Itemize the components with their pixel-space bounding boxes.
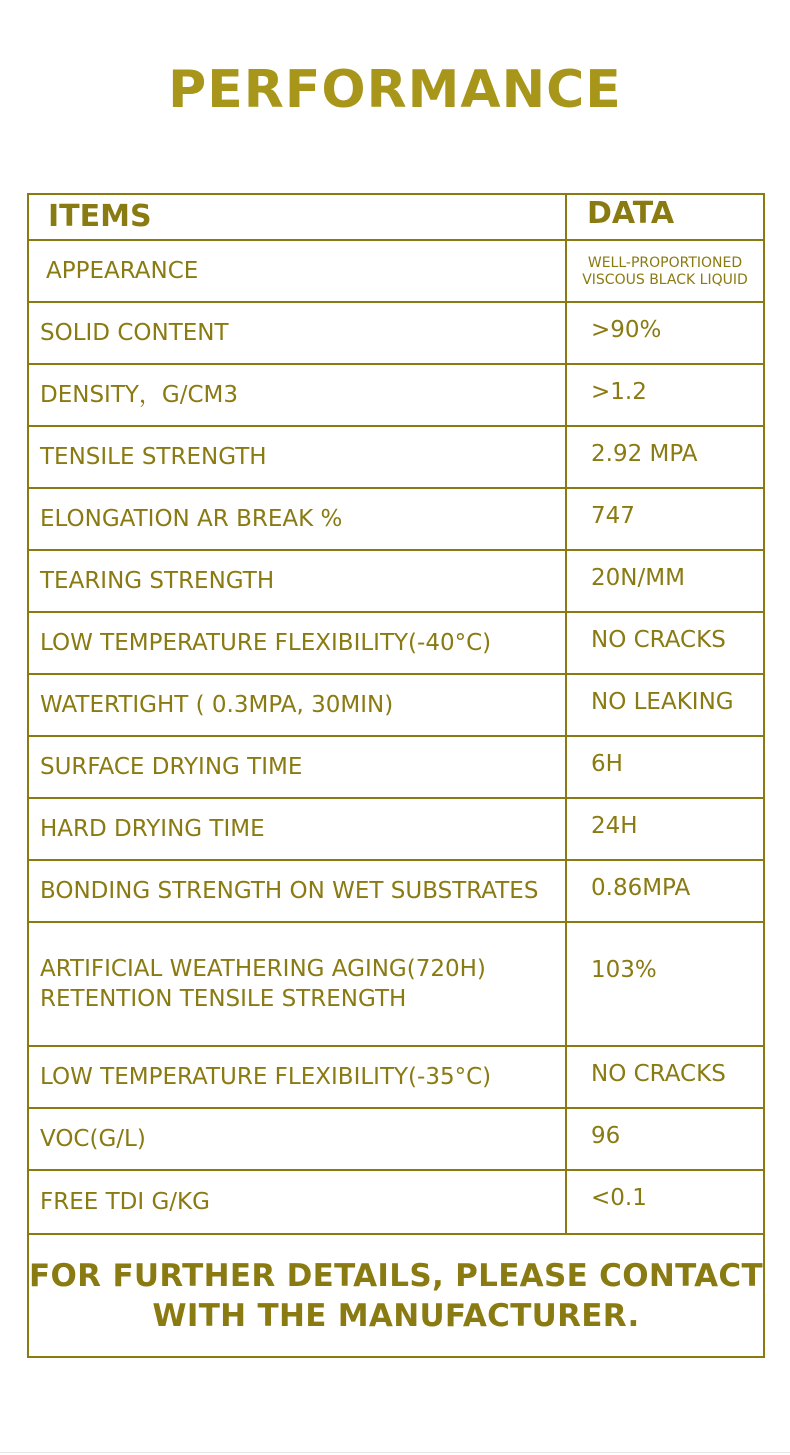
row-data: 747 xyxy=(591,503,635,529)
items-column-header: ITEMS xyxy=(29,195,567,239)
table-row xyxy=(29,675,763,737)
row-item: SURFACE DRYING TIME xyxy=(29,737,567,797)
contact-note-line2: WITH THE MANUFACTURER. xyxy=(152,1297,640,1334)
table-row-appearance xyxy=(29,241,763,303)
table-row-aging xyxy=(29,923,763,1047)
row-item: HARD DRYING TIME xyxy=(29,799,567,859)
row-data: 103% xyxy=(591,957,657,983)
table-row xyxy=(29,489,763,551)
appearance-data-line2: VISCOUS BLACK LIQUID xyxy=(582,272,748,288)
table-row xyxy=(29,1171,763,1235)
row-data xyxy=(567,241,763,301)
table-row xyxy=(29,737,763,799)
row-data: NO CRACKS xyxy=(591,1061,726,1087)
row-data: 6H xyxy=(591,751,623,777)
row-data: 0.86MPA xyxy=(591,875,691,901)
table-row xyxy=(29,861,763,923)
row-item: DENSITY，G/CM3 xyxy=(29,365,567,425)
table-row xyxy=(29,1047,763,1109)
table-row xyxy=(29,613,763,675)
appearance-data-line1: WELL-PROPORTIONED xyxy=(587,255,743,271)
table-row xyxy=(29,799,763,861)
row-data: >1.2 xyxy=(591,379,647,405)
table-row xyxy=(29,1109,763,1171)
row-data: 24H xyxy=(591,813,638,839)
table-row xyxy=(29,365,763,427)
contact-note-line1: FOR FURTHER DETAILS, PLEASE CONTACT xyxy=(29,1257,763,1294)
row-item: LOW TEMPERATURE FLEXIBILITY(-35°C) xyxy=(29,1047,567,1107)
page-title: PERFORMANCE xyxy=(168,60,622,120)
row-data: 20N/MM xyxy=(591,565,685,591)
table-row xyxy=(29,427,763,489)
row-item: LOW TEMPERATURE FLEXIBILITY(-40°C) xyxy=(29,613,567,673)
performance-table xyxy=(27,193,765,1358)
row-data: NO CRACKS xyxy=(591,627,726,653)
data-column-header: DATA xyxy=(587,196,675,231)
row-item: SOLID CONTENT xyxy=(29,303,567,363)
row-data: 2.92 MPA xyxy=(591,441,698,467)
table-row xyxy=(29,303,763,365)
row-data: >90% xyxy=(591,317,662,343)
row-item: APPEARANCE xyxy=(29,241,567,301)
aging-item-line1: ARTIFICIAL WEATHERING AGING(720H) xyxy=(40,956,486,982)
row-item xyxy=(29,923,567,1045)
table-row xyxy=(29,551,763,613)
row-data: 96 xyxy=(591,1123,621,1149)
row-item: BONDING STRENGTH ON WET SUBSTRATES xyxy=(29,861,567,921)
row-item: ELONGATION AR BREAK % xyxy=(29,489,567,549)
bottom-divider xyxy=(0,1452,790,1453)
row-item: WATERTIGHT ( 0.3MPA, 30MIN) xyxy=(29,675,567,735)
table-header-row xyxy=(29,195,763,241)
row-item: VOC(G/L) xyxy=(29,1109,567,1169)
row-data: NO LEAKING xyxy=(591,689,734,715)
row-item: FREE TDI G/KG xyxy=(29,1171,567,1233)
aging-item-line2: RETENTION TENSILE STRENGTH xyxy=(40,986,407,1012)
row-item: TENSILE STRENGTH xyxy=(29,427,567,487)
row-item: TEARING STRENGTH xyxy=(29,551,567,611)
row-data: <0.1 xyxy=(591,1185,647,1211)
contact-note xyxy=(29,1235,763,1356)
